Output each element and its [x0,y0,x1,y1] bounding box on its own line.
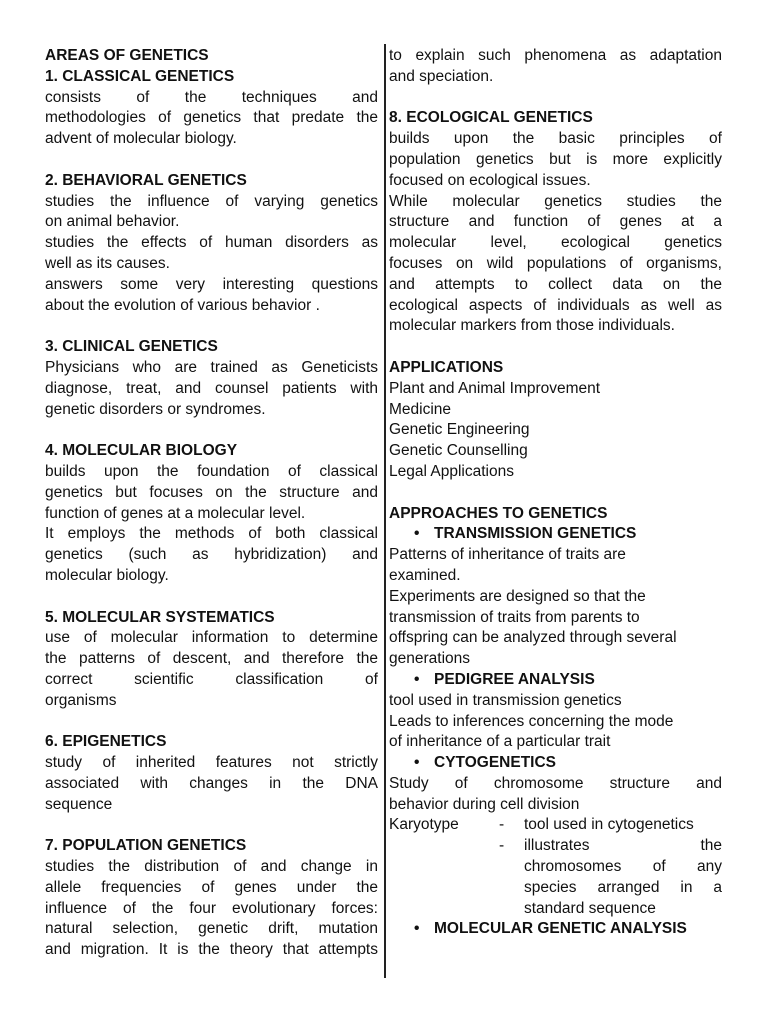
bullet-item-molecular-genetic-analysis [389,919,722,940]
text-line: species arranged in a [524,878,722,896]
text-line: sequence [45,795,113,813]
text-line: answers some very interesting questions [45,275,378,293]
text-line: chromosomes of any [524,858,722,876]
text-line: Study of chromosome structure and [389,774,722,792]
text-line: and speciation. [389,67,494,85]
text-line: Physicians who are trained as Geneticists [45,358,378,376]
text-line: population genetics but is more explicitly [389,150,722,168]
list-item: Plant and Animal Improvement [389,379,601,397]
karyotype-row [389,815,722,836]
text-line: Experiments are designed so that the [389,587,646,605]
text-line: tool used in transmission genetics [389,691,622,709]
transmission-genetics-heading: TRANSMISSION GENETICS [434,525,637,543]
karyotype-item [524,836,722,919]
text-line: focuses on wild populations of organisms, [389,254,722,272]
text-line: allele frequencies of genes under the [45,878,378,896]
text-line: studies the effects of human disorders as [45,234,378,252]
text-line: about the evolution of various behavior . [45,296,320,314]
text-line: molecular markers from those individuals. [389,317,675,335]
ecological-genetics-heading: 8. ECOLOGICAL GENETICS [389,109,593,127]
behavioral-genetics-heading: 2. BEHAVIORAL GENETICS [45,171,247,189]
text-line: associated with changes in the DNA [45,774,378,792]
bullet-item-transmission [389,524,722,545]
bullet-icon: • [414,920,420,938]
text-line: examined. [389,566,461,584]
text-line: to explain such phenomena as adaptation [389,47,722,64]
text-line: function of genes at a molecular level. [45,504,306,522]
text-line: builds upon the foundation of classical [45,462,378,480]
text-line: genetics but focuses on the structure and [45,483,378,501]
population-genetics-heading: 7. POPULATION GENETICS [45,837,247,855]
right-column [389,46,722,940]
bullet-item-cytogenetics [389,753,722,774]
text-line: structure and function of genes at a [389,213,722,231]
text-line: molecular biology. [45,566,169,584]
cytogenetics-heading: CYTOGENETICS [434,754,557,772]
bullet-icon: • [414,525,420,543]
text-line: standard sequence [524,899,656,917]
text-line: advent of molecular biology. [45,130,237,148]
text-line: on animal behavior. [45,213,180,231]
list-item: Legal Applications [389,462,514,480]
approaches-heading: APPROACHES TO GENETICS [389,504,608,522]
epigenetics-heading: 6. EPIGENETICS [45,733,167,751]
text-line: correct scientific classification of [45,670,378,688]
karyotype-label: Karyotype [389,816,459,834]
text-line: genetic disorders or syndromes. [45,400,266,418]
text-line: ecological aspects of individuals as well as [389,296,722,314]
molecular-systematics-heading: 5. MOLECULAR SYSTEMATICS [45,608,275,626]
text-line: studies the influence of varying genetics [45,192,378,210]
text-line: focused on ecological issues. [389,171,591,189]
molecular-genetic-analysis-heading: MOLECULAR GENETIC ANALYSIS [434,920,687,938]
text-line: Patterns of inheritance of traits are [389,546,626,564]
text-line: natural selection, genetic drift, mutation [45,920,378,938]
pedigree-analysis-heading: PEDIGREE ANALYSIS [434,670,595,688]
text-line: the patterns of descent, and therefore the [45,650,378,668]
text-line: genetics (such as hybridization) and [45,546,378,564]
text-line: Leads to inferences concerning the mode [389,712,674,730]
text-line: studies the distribution of and change in [45,858,378,876]
column-divider [384,44,386,978]
dash-marker: - [499,816,505,834]
text-line: molecular level, ecological genetics [389,234,722,252]
text-line: and migration. It is the theory that attempts [45,941,378,959]
text-line: methodologies of genetics that predate the [45,109,378,127]
text-line: diagnose, treat, and counsel patients with [45,379,378,397]
text-line: It employs the methods of both classical [45,525,378,543]
bullet-item-pedigree [389,670,722,691]
list-item: Medicine [389,400,452,418]
text-line: builds upon the basic principles of [389,130,722,148]
text-line: well as its causes. [45,254,170,272]
text-line: generations [389,650,471,668]
text-line: organisms [45,691,117,709]
text-line: consists of the techniques and [45,88,378,106]
molecular-biology-heading: 4. MOLECULAR BIOLOGY [45,442,238,460]
list-item: Genetic Counselling [389,442,528,460]
text-line: of inheritance of a particular trait [389,733,611,751]
text-line: use of molecular information to determine [45,629,378,647]
dash-marker: - [499,837,505,855]
text-line: and attempts to collect data on the [389,275,722,293]
text-line: influence of the four evolutionary forces: [45,899,378,917]
karyotype-item: tool used in cytogenetics [524,816,694,834]
bullet-icon: • [414,670,420,688]
text-line: While molecular genetics studies the [389,192,722,210]
left-column [45,46,378,961]
text-line: offspring can be analyzed through several [389,629,677,647]
applications-heading: APPLICATIONS [389,358,504,376]
clinical-genetics-heading: 3. CLINICAL GENETICS [45,338,218,356]
text-line: behavior during cell division [389,795,580,813]
text-line: transmission of traits from parents to [389,608,640,626]
classical-genetics-heading: 1. CLASSICAL GENETICS [45,67,235,85]
text-line: illustrates the [524,837,722,855]
bullet-icon: • [414,754,420,772]
text-line: study of inherited features not strictly [45,754,378,772]
list-item: Genetic Engineering [389,421,530,439]
document-title: AREAS OF GENETICS [45,47,209,64]
karyotype-row [389,836,722,919]
